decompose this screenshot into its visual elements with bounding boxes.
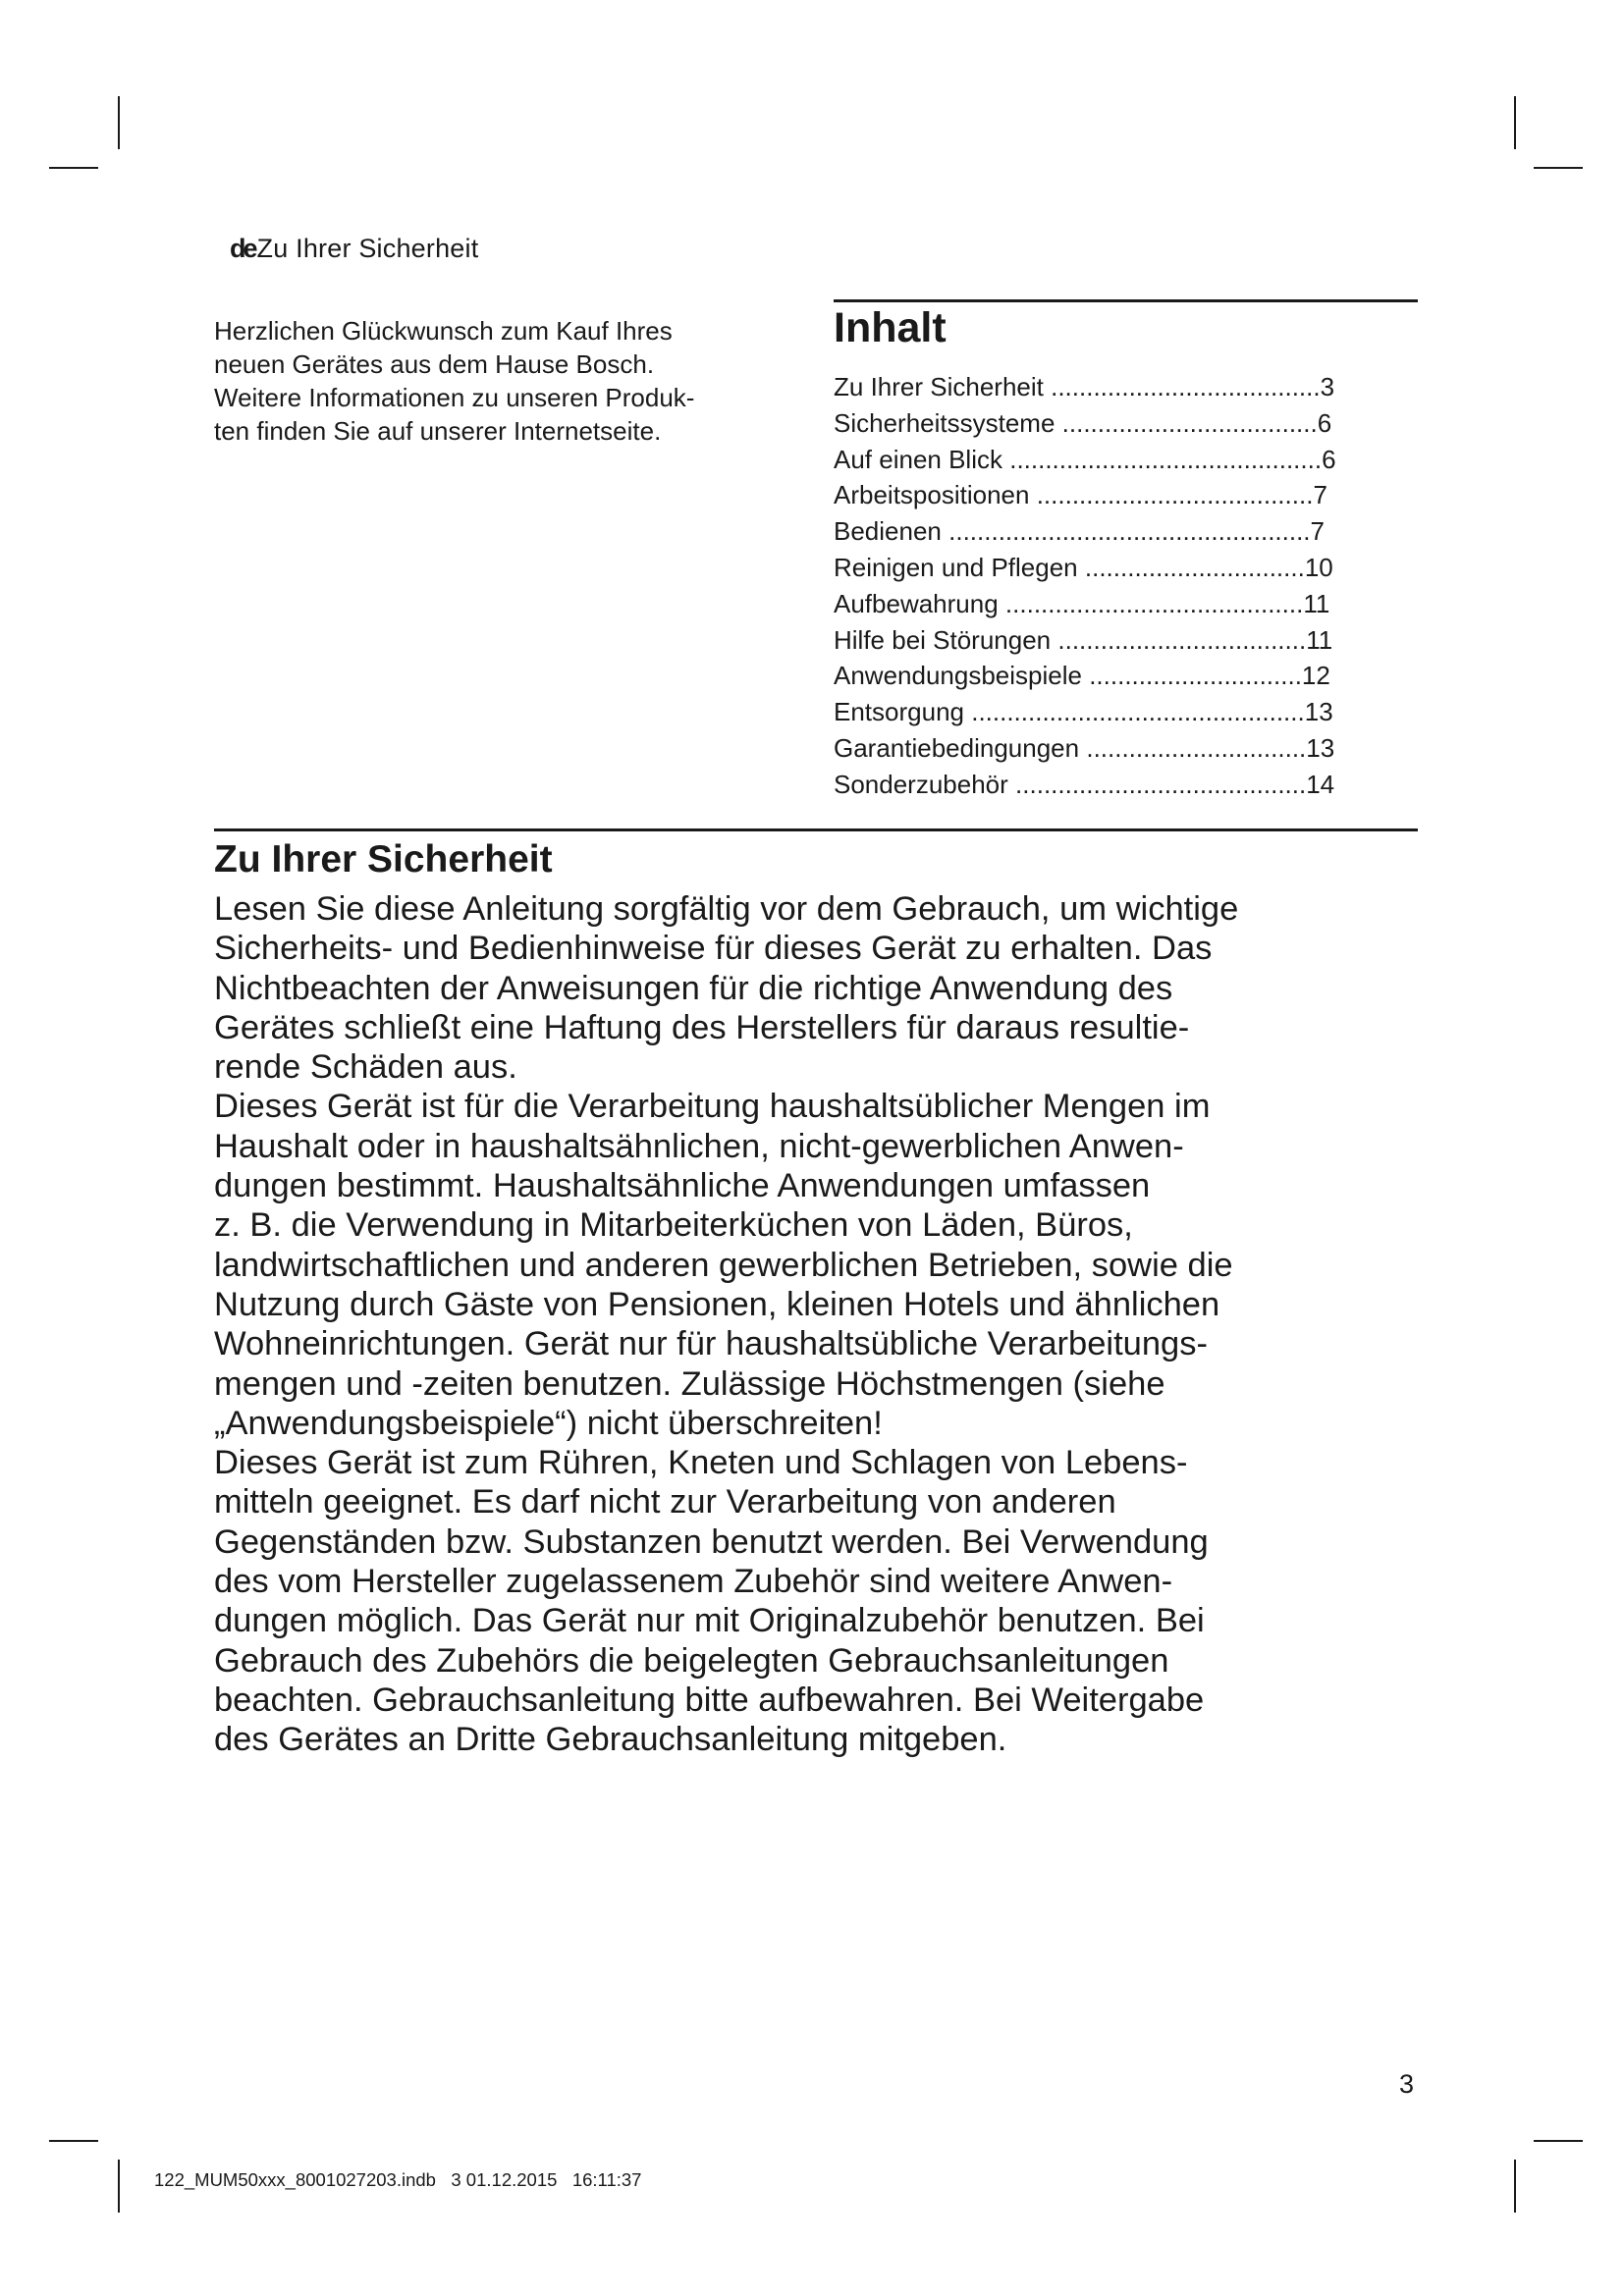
toc-entry-page: 13 — [1306, 732, 1335, 763]
toc-entry — [834, 622, 1423, 659]
toc-entry-leader: .................................... — [1061, 407, 1318, 438]
intro-line: ten finden Sie auf unserer Internetseite. — [214, 416, 662, 446]
body-line: mengen und -zeiten benutzen. Zulässige Höchstmengen (siehe — [214, 1364, 1165, 1403]
toc-entry-page: 10 — [1304, 552, 1333, 582]
body-line: Nichtbeachten der Anweisungen für die richtige Anwendung des — [214, 969, 1173, 1007]
toc-entry-leader: ............................................ — [1009, 444, 1323, 474]
toc-entry-label: Anwendungsbeispiele — [834, 661, 1082, 691]
body-line: mitteln geeignet. Es darf nicht zur Verarbeitung von anderen — [214, 1483, 1116, 1522]
body-line: Dieses Gerät ist zum Rühren, Kneten und Schlagen von Lebens- — [214, 1444, 1188, 1482]
toc-entry-page: 3 — [1320, 372, 1335, 401]
toc-entry-leader: ....................................... — [1036, 480, 1314, 510]
toc-entry-leader: ................................... — [1057, 624, 1307, 655]
toc-entry-page: 7 — [1313, 480, 1327, 510]
toc-entry-leader: ......................................... — [1015, 769, 1307, 799]
toc-entry-leader: ............................... — [1086, 732, 1307, 763]
toc-entry-leader: ............................................... — [971, 697, 1305, 727]
crop-mark-bottom-left-horizontal — [49, 2140, 98, 2142]
toc-entry-label: Zu Ihrer Sicherheit — [834, 372, 1044, 401]
toc-entry-label: Hilfe bei Störungen — [834, 624, 1052, 655]
body-line: z. B. die Verwendung in Mitarbeiterküchen von Läden, Büros, — [214, 1206, 1133, 1245]
crop-mark-top-left-horizontal — [49, 167, 98, 169]
toc-entry — [834, 477, 1423, 513]
body-line: Lesen Sie diese Anleitung sorgfältig vor dem Gebrauch, um wichtige — [214, 890, 1239, 928]
toc-entry-label: Auf einen Blick — [834, 444, 1002, 474]
toc-entry — [834, 442, 1423, 478]
toc-entry-page: 11 — [1303, 588, 1330, 618]
toc-top-rule — [834, 299, 1418, 302]
toc-entry-label: Entsorgung — [834, 697, 964, 727]
toc-entry-label: Bedienen — [834, 516, 942, 547]
toc-entry-leader: ............................... — [1084, 552, 1305, 582]
toc-entry — [834, 730, 1423, 767]
toc-entry — [834, 694, 1423, 730]
running-header — [230, 234, 478, 264]
crop-mark-bottom-right-horizontal — [1534, 2140, 1583, 2142]
toc-entry — [834, 405, 1423, 442]
crop-mark-bottom-right-vertical — [1514, 2160, 1516, 2213]
body-line: „Anwendungsbeispiele“) nicht überschreiten! — [214, 1404, 883, 1442]
body-line: des Gerätes an Dritte Gebrauchsanleitung mitgeben. — [214, 1721, 1007, 1759]
toc-entry-page: 6 — [1322, 444, 1336, 474]
toc-entry-label: Garantiebedingungen — [834, 732, 1080, 763]
toc-entry-leader: ................................................... — [948, 516, 1311, 547]
body-line: Sicherheits- und Bedienhinweise für dieses Gerät zu erhalten. Das — [214, 930, 1213, 968]
intro-line: Weitere Informationen zu unseren Produk- — [214, 383, 695, 412]
toc-entry — [834, 767, 1423, 803]
section-body — [214, 889, 1432, 1760]
crop-mark-top-left-vertical — [118, 96, 120, 149]
body-line: Nutzung durch Gäste von Pensionen, kleinen Hotels und ähnlichen — [214, 1285, 1220, 1323]
toc-entry — [834, 513, 1423, 550]
toc-entry — [834, 586, 1423, 622]
crop-mark-top-right-vertical — [1514, 96, 1516, 149]
toc-entry-label: Aufbewahrung — [834, 588, 999, 618]
toc-entry — [834, 658, 1423, 694]
toc-entry-page: 11 — [1306, 624, 1333, 655]
intro-line: Herzlichen Glückwunsch zum Kauf Ihres — [214, 316, 673, 346]
toc-entry-label: Sonderzubehör — [834, 769, 1008, 799]
body-line: Wohneinrichtungen. Gerät nur für haushaltsübliche Verarbeitungs- — [214, 1325, 1208, 1363]
body-line: Haushalt oder in haushaltsähnlichen, nicht-gewerblichen Anwen- — [214, 1127, 1184, 1165]
header-section-label: Zu Ihrer Sicherheit — [256, 234, 479, 263]
toc-entry-label: Sicherheitssysteme — [834, 407, 1056, 438]
intro-line: neuen Gerätes aus dem Hause Bosch. — [214, 349, 655, 379]
section-title: Zu Ihrer Sicherheit — [214, 838, 553, 881]
body-line: landwirtschaftlichen und anderen gewerblichen Betrieben, sowie die — [214, 1246, 1233, 1284]
toc-entry-label: Arbeitspositionen — [834, 480, 1030, 510]
section-rule — [214, 828, 1418, 831]
toc-title: Inhalt — [834, 304, 947, 351]
body-line: Gerätes schließt eine Haftung des Herstellers für daraus resultie- — [214, 1008, 1190, 1046]
language-code: de — [230, 234, 255, 263]
toc-entry-leader: ...................................... — [1051, 372, 1321, 401]
body-line: Gegenständen bzw. Substanzen benutzt werden. Bei Verwendung — [214, 1522, 1209, 1561]
intro-paragraph — [214, 314, 793, 448]
toc-entry-page: 13 — [1304, 697, 1333, 727]
crop-mark-top-right-horizontal — [1534, 167, 1583, 169]
toc-entry-label: Reinigen und Pflegen — [834, 552, 1078, 582]
body-line: beachten. Gebrauchsanleitung bitte aufbewahren. Bei Weitergabe — [214, 1681, 1205, 1719]
toc-entry — [834, 550, 1423, 586]
crop-mark-bottom-left-vertical — [118, 2160, 120, 2213]
page-number: 3 — [1399, 2069, 1415, 2099]
body-line: dungen bestimmt. Haushaltsähnliche Anwendungen umfassen — [214, 1167, 1151, 1205]
toc-entry-leader: .............................. — [1089, 661, 1302, 691]
toc-entry — [834, 369, 1423, 405]
toc-entry-page: 12 — [1301, 661, 1330, 691]
body-line: des vom Hersteller zugelassenem Zubehör sind weitere Anwen- — [214, 1563, 1173, 1601]
body-line: rende Schäden aus. — [214, 1048, 517, 1087]
toc-entry-page: 6 — [1317, 407, 1332, 438]
body-line: Dieses Gerät ist für die Verarbeitung haushaltsüblicher Mengen im — [214, 1088, 1211, 1126]
toc-entry-page: 7 — [1310, 516, 1325, 547]
toc-entry-page: 14 — [1306, 769, 1335, 799]
body-line: Gebrauch des Zubehörs die beigelegten Gebrauchsanleitungen — [214, 1641, 1169, 1680]
body-line: dungen möglich. Das Gerät nur mit Originalzubehör benutzen. Bei — [214, 1602, 1205, 1640]
print-footer: 122_MUM50xxx_8001027203.indb 3 01.12.2015 16:11:37 — [154, 2169, 642, 2190]
table-of-contents — [834, 369, 1423, 803]
toc-entry-leader: .......................................... — [1004, 588, 1304, 618]
